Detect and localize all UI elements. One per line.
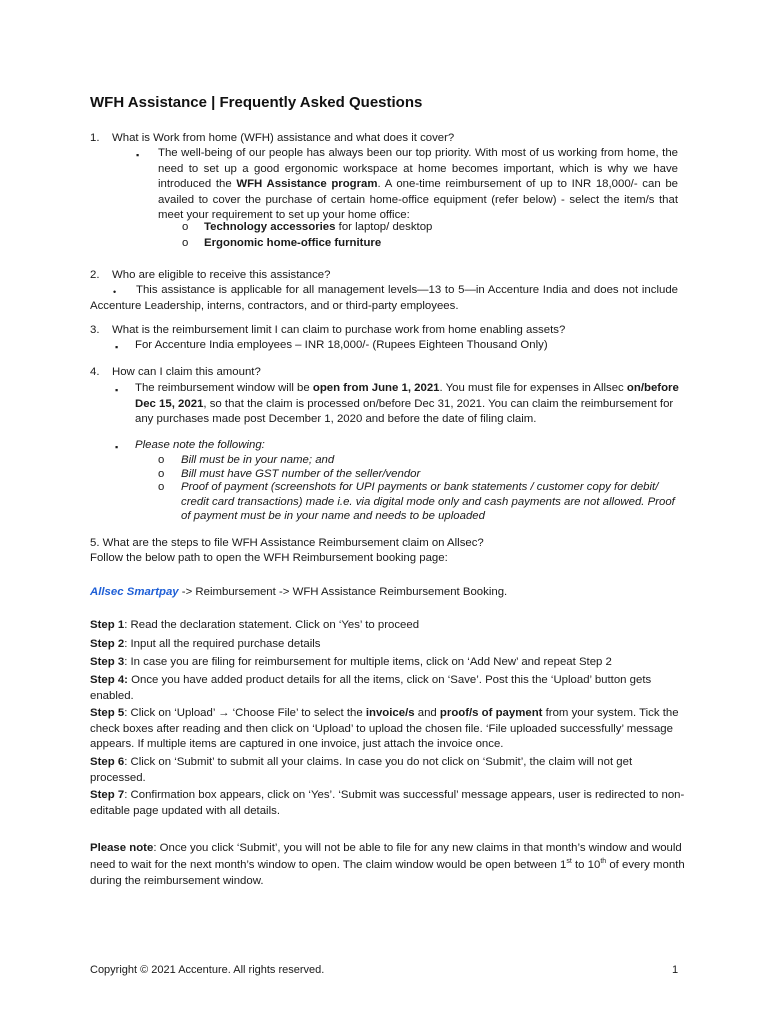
answer-3: For Accenture India employees – INR 18,000/- (Rupees Eighteen Thousand Only) — [135, 339, 548, 351]
note-item-2: Bill must have GST number of the seller/vendor — [181, 468, 421, 480]
bullet-icon: ▪ — [115, 385, 119, 395]
page-title: WFH Assistance | Frequently Asked Questions — [90, 94, 423, 111]
step-1: Step 1: Read the declaration statement. Click on ‘Yes’ to proceed — [90, 619, 420, 631]
step-3: Step 3: In case you are filing for reimbursement for multiple items, click on ‘Add New’ and repeat Step 2 — [90, 656, 612, 668]
answer-2: This assistance is applicable for all management levels—13 to 5—in Accenture India and does not include Accenture Leadership, interns, contractors, and or third-party employees. — [90, 284, 678, 312]
step-4: Step 4: Once you have added product details for all the items, click on ‘Save’. Post this the ‘Upload’ button gets enabled. — [90, 674, 652, 702]
please-note: Please note: Once you click ‘Submit’, you will not be able to file for any new claims in that month’s window and would need to wait for the next month’s window to open. The claim window would be open between 1st to 10th of every month during the reimbursement window. — [90, 842, 685, 887]
bullet-icon: • — [113, 287, 117, 297]
bullet-icon: ▪ — [115, 342, 119, 352]
answer-1-item-2: Ergonomic home-office furniture — [204, 237, 382, 249]
question-4: 4. How can I claim this amount? — [90, 366, 261, 378]
bullet-icon: ▪ — [115, 442, 119, 452]
question-2: 2. Who are eligible to receive this assistance? — [90, 269, 331, 281]
navigation-path: Allsec Smartpay -> Reimbursement -> WFH Assistance Reimbursement Booking. — [90, 586, 508, 598]
note-label: Please note the following: — [135, 439, 265, 451]
step-7: Step 7: Confirmation box appears, click on ‘Yes’. ‘Submit was successful’ message appears, user is redirected to non-editable page updated with all details. — [90, 789, 685, 817]
question-5: 5. What are the steps to file WFH Assistance Reimbursement claim on Allsec? — [90, 537, 484, 549]
step-5: Step 5: Click on ‘Upload’ → ‘Choose File’ to select the invoice/s and proof/s of payment from your system. Tick the check boxes after reading and then click on ‘Upload’ to upload the chosen file. ‘File uploaded successfully’ message appears. If multiple items are captured in one invoice, just attach the invoice once. — [90, 707, 679, 750]
follow-path-text: Follow the below path to open the WFH Reimbursement booking page: — [90, 552, 448, 564]
note-item-3: Proof of payment (screenshots for UPI payments or bank statements / customer copy for debit/ credit card transactions) made i.e. via digital mode only and cash payments are not allowed. Proof of payment must be in your name and needs to be uploaded — [181, 481, 675, 522]
page-number: 1 — [672, 964, 679, 976]
answer-1: The well-being of our people has always been our top priority. With most of us working from home, the need to set up a good ergonomic workspace at home becomes important, which is why we have introduced the WFH Assistance program. A one-time reimbursement of up to INR 18,000/- can be availed to cover the purchase of certain home-office equipment (refer below) - select the item/s that meet your requirement to set up your home office: — [158, 147, 678, 221]
answer-4: The reimbursement window will be open from June 1, 2021. You must file for expenses in Allsec on/before Dec 15, 2021, so that the claim is processed on/before Dec 31, 2021. You can claim the reimbursement for any purchases made post December 1, 2020 and before the date of filing claim. — [135, 382, 679, 425]
step-2: Step 2: Input all the required purchase details — [90, 638, 321, 650]
bullet-icon: ▪ — [136, 150, 140, 160]
question-1: 1. What is Work from home (WFH) assistance and what does it cover? — [90, 132, 455, 144]
footer-copyright: Copyright © 2021 Accenture. All rights reserved. — [90, 964, 325, 976]
allsec-smartpay-link[interactable]: Allsec Smartpay — [90, 586, 179, 598]
document-page: WFH Assistance | Frequently Asked Questions 1. What is Work from home (WFH) assistance and what does it cover? ▪ The well-being of our people has always been our top priority. With most of us working from home, the need to set up a good ergonomic workspace at home becomes important, which is why we have introduced the WFH Assistance program. A one-time reimbursement of up to INR 18,000/- can be availed to cover the purchase of certain home-office equipment (refer below) - select the item/s that meet your requirement to set up your home office: o Technology accessories for laptop/ desktop o Ergonomic home-office furniture 2. Who are eligible to receive this assistance? • This assistance is applicable for all management levels—13 to 5—in Accenture India and does not include Accenture Leadership, interns, contractors, and or third-party employees. 3. What is the reimbursement limit I can claim to purchase work from home enabling assets? ▪ For Accenture India employees – INR 18,000/- (Rupees Eighteen Thousand Only) 4. How can I claim this amount? ▪ The reimbursement window will be open from June 1, 2021. You must file for expenses in Allsec on/before Dec 15, 2021, so that the claim is processed on/before Dec 31, 2021. You can claim the reimbursement for any purchases made post December 1, 2020 and before the date of filing claim. ▪ Please note the following: o Bill must be in your name; and o Bill must have GST number of the seller/vendor o Proof of payment (screenshots for UPI payments or bank statements / customer copy for debit/ credit card transactions) made i.e. via digital mode only and cash payments are not allowed. Proof of payment must be in your name and needs to be uploaded 5. What are the steps to file WFH Assistance Reimbursement claim on Allsec? Follow the below path to open the WFH Reimbursement booking page: Allsec Smartpay -> Reimbursement -> WFH Assistance Reimbursement Booking. Step 1: Read the declaration statement. Click on ‘Yes’ to proceed Step 2: Input all the required purchase details Step 3: In case you are filing for reimbursement for multiple items, click on ‘Add New’ and repeat Step 2 Step 4: Once you have added product details for all the items, click on ‘Save’. Post this the ‘Upload’ button gets enabled. Step 5: Click on ‘Upload’ → ‘Choose File’ to select the invoice/s and proof/s of payment from your system. Tick the check boxes after reading and then click on ‘Upload’ to upload the chosen file. ‘File uploaded successfully’ message appears. If multiple items are captured in one invoice, just attach the invoice once. Step 6: Click on ‘Submit’ to submit all your claims. In case you do not click on ‘Submit’, the claim will not get processed. Step 7: Confirmation box appears, click on ‘Yes’. ‘Submit was successful’ message appears, user is redirected to non-editable page updated with all details. Please note: Once you click ‘Submit’, you will not be able to file for any new claims in that month’s window and would need to wait for the next month’s window to open. The claim window would be open between 1st to 10th of every month during the reimbursement window. Copyright © 2021 Accenture. All rights reserved. 1 — [0, 0, 768, 1024]
note-item-1: Bill must be in your name; and — [181, 454, 335, 466]
answer-1-item-1: Technology accessories for laptop/ desktop — [204, 221, 433, 233]
step-6: Step 6: Click on ‘Submit’ to submit all your claims. In case you do not click on ‘Submit’, the claim will not get processed. — [90, 756, 633, 784]
question-3: 3. What is the reimbursement limit I can claim to purchase work from home enabling assets? — [90, 324, 566, 336]
